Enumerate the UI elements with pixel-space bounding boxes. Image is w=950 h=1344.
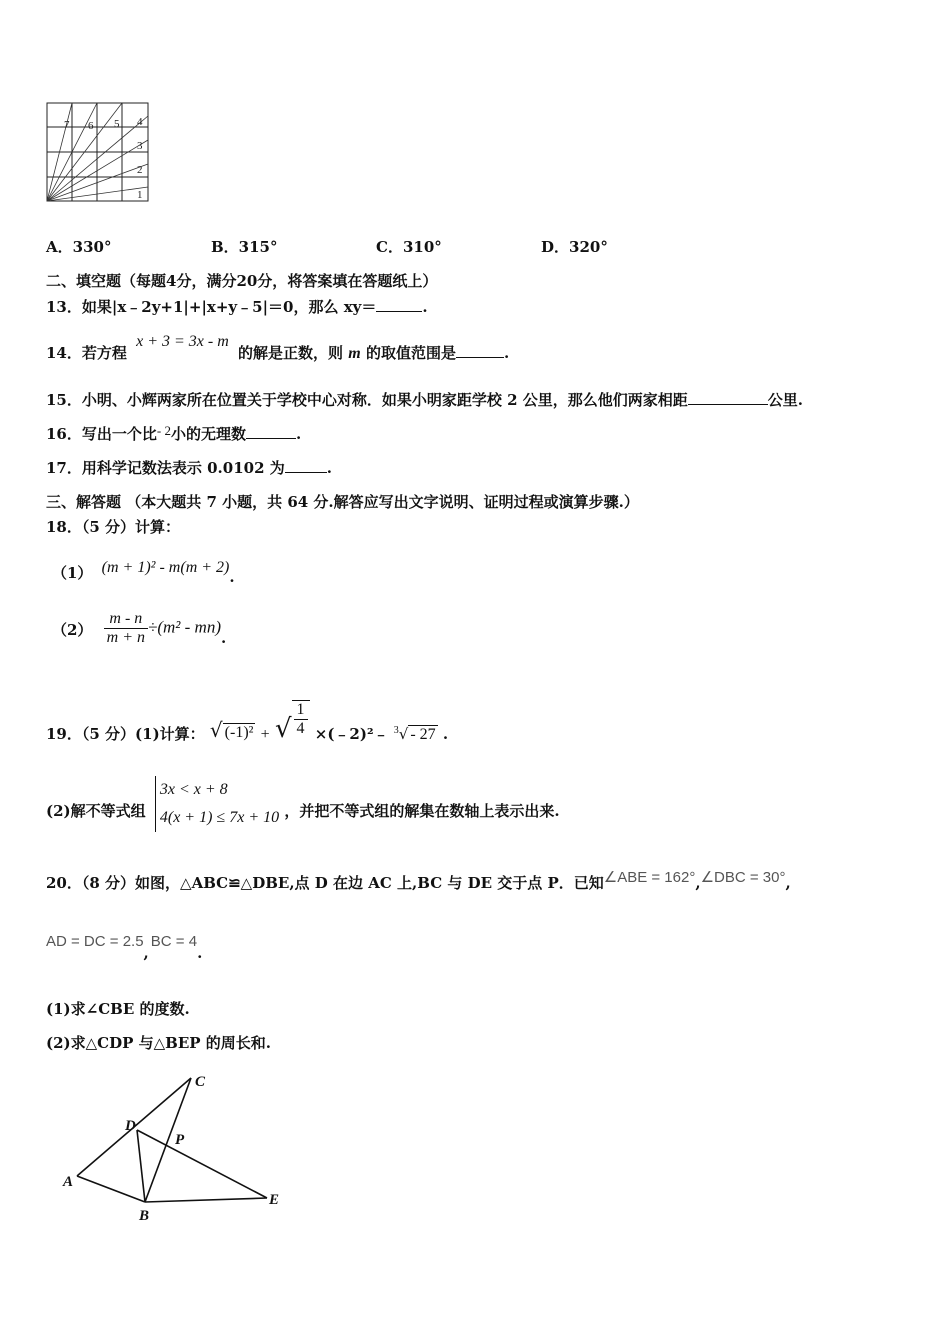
q19-frac-num: 1 [294,701,308,720]
q15-blank [688,390,768,405]
option-d: D．320° [541,238,608,256]
q18-p2-den: m + n [106,629,146,646]
grid-label-7: 7 [64,119,70,131]
grid-label-2: 2 [137,164,143,176]
q16-blank [246,424,296,439]
q18-part2 [52,610,226,647]
grid-label-4: 4 [137,116,143,128]
option-c: C．310° [376,238,442,256]
q14-var: m [348,345,361,362]
option-b: B．315° [211,238,278,256]
q14-end: . [503,344,510,362]
q16-post: 小的无理数 [170,425,246,443]
grid-label-3: 3 [137,140,143,152]
question-15 [46,389,803,410]
q18-p2-num: m - n [104,610,148,629]
question-16 [46,423,301,444]
section3-title: 三、解答题 （本大题共 7 小题，共 64 分.解答应写出文字说明、证明过程或演算步骤.） [46,493,639,511]
q13-end: . [422,298,428,316]
q17-end: . [326,459,332,477]
q20-sub2: (2)求△CDP 与△BEP 的周长和. [46,1034,271,1052]
q19-radicand1: (-1)² [224,724,254,741]
q20-end: . [197,944,203,962]
q17-blank [285,458,327,473]
q18-p1-expr: (m + 1)² - m(m + 2) [101,559,230,576]
q19-ineq1: 3x < x + 8 [159,781,228,798]
vertex-label-b: B [139,1208,150,1224]
vertex-label-p: P [175,1132,185,1148]
vertex-label-a: A [63,1174,74,1190]
vertex-label-d: D [125,1118,136,1134]
q19-part2 [46,776,560,832]
q20-given1: AD = DC = 2.5 [46,933,144,950]
grid-figure [46,102,152,204]
q20-given-sep: , [143,944,149,962]
q19-cube-index: 3 [393,725,399,736]
q18-p1-end: . [229,568,235,586]
q19-header: 19．（5 分）(1)计算： [46,725,205,743]
q19-p2-label: (2)解不等式组 [46,802,146,820]
vertex-label-c: C [195,1074,206,1090]
q20-angle2: ∠DBC = 30° [700,869,786,886]
q18-p1-label: （1） [52,564,93,582]
q18-p2-label: （2） [52,620,93,639]
q20-given-line [46,932,203,962]
question-13 [46,296,428,317]
q20-header-line [46,869,791,893]
q17-text: 17．用科学记数法表示 0.0102 为 [46,459,285,477]
q14-blank [456,343,504,358]
q18-p2-rest: ÷(m² - mn) [148,617,221,637]
q19-fraction [292,700,310,738]
q14-equation: x + 3 = 3x - m [136,333,229,350]
section2-title: 二、填空题（每题4分，满分20分，将答案填在答题纸上） [46,272,438,290]
q13-text: 13．如果|x﹣2y+1|+|x+y﹣5|＝0，那么 xy＝ [46,298,377,316]
q20-sep: , [695,874,701,892]
q19-end: . [442,725,449,743]
q15-end: 公里. [767,391,803,409]
triangle-figure [55,1068,295,1228]
q19-times: ×(﹣2)²﹣ [314,725,389,743]
vertex-label-e: E [269,1192,280,1208]
q16-end: . [295,425,302,443]
q13-blank [376,297,422,312]
q18-p2-end: . [221,628,227,647]
q18-part1 [52,556,235,586]
q20-header: 20．（8 分）如图，△ABC≌△DBE,点 D 在边 AC 上,BC 与 DE 交于点 P．已知 [46,874,604,892]
q20-given2: BC = 4 [150,933,198,950]
q19-plus: + [260,726,270,743]
q15-text: 15．小明、小辉两家所在位置关于学校中心对称．如果小明家距学校 2 公里，那么他们两家相距 [46,391,688,409]
q18-p2-fraction [104,610,148,647]
q20-angle1: ∠ABE = 162° [603,869,696,886]
question-14 [46,333,510,363]
q19-p2-post: ，并把不等式组的解集在数轴上表示出来. [284,802,560,820]
q16-value: - 2 [156,423,171,438]
option-a: A．330° [46,238,112,256]
q19-ineq2: 4(x + 1) ≤ 7x + 10 [159,809,280,826]
q19-part1: 19．（5 分）(1)计算： √ (-1)² + √ $\frac{1}{4}$ ×(﹣2)²﹣ $_3$√ - 27 . [46,701,449,744]
q19-frac-den: 4 [296,720,305,737]
q19-radicand2: - 27 [410,726,436,743]
q20-tail: , [785,874,791,892]
grid-label-1: 1 [137,189,143,201]
grid-label-6: 6 [88,120,94,132]
q14-pre: 14．若方程 [46,344,127,362]
q20-sub1: (1)求∠CBE 的度数. [46,1000,190,1018]
q18-header: 18．（5 分）计算： [46,518,181,536]
grid-label-5: 5 [114,118,120,130]
q16-pre: 16．写出一个比 [46,425,157,443]
q14-post-b: 的取值范围是 [365,344,456,362]
q14-post-a: 的解是正数，则 [238,344,344,362]
question-17 [46,457,332,478]
